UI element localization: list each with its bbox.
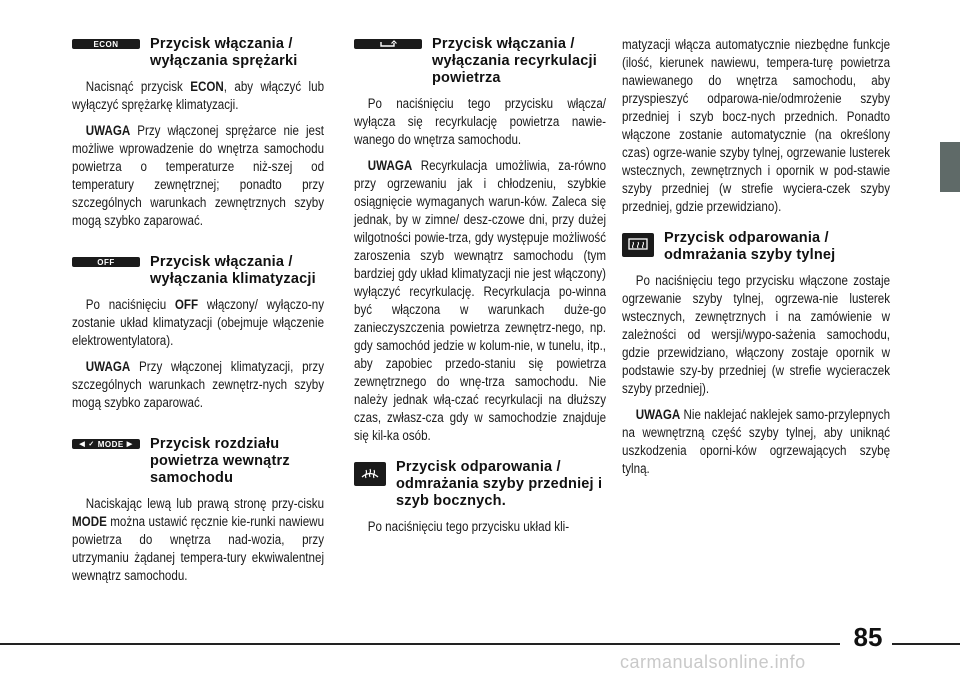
paragraph-continued: matyzacji włącza automatycznie niezbędne funkcje (ilość, kierunek nawiewu, tempera-turę powietrza nawiewanego do wnętrza samochodu, aby przyspieszyć odparowa-nie/odmrożenie szyby przedniej i szyb bocz-nych przednich. Ponadto włączone zostanie automatycznie (na określony czas) ogrze-wanie szyby tylnej, ogrzewanie lusterek wstecznych, zewnętrznych i opornik w pod-stawie szyby przedniej (w strefie wyciera-czek szyby przedniej, gdzie przewidziano). [622,37,891,214]
paragraph: Po naciśnięciu tego przycisku włączone zostaje ogrzewanie szyby tylnej, ogrzewa-nie lusterek wstecznych, zewnętrznych i na zamówienie w zależności od wersji/wypo-sażenia samochodu, gdzie przewidziano, włączony zostaje opornik w podstawie szy-by przedniej (w strefie wycieraczek szyby przedniej). [622,273,891,396]
section-heading: Przycisk włączania / wyłączania sprężarki [150,36,298,69]
note-paragraph: UWAGA Przy włączonej klimatyzacji, przy szczególnych warunkach zewnętrz-nych szyby mogą szybko zaparować. [72,359,325,410]
note-label: UWAGA [85,123,131,138]
section-heading: Przycisk rozdziału powietrza wewnątrz samochodu [150,436,290,486]
recirculation-icon [354,39,422,49]
paragraph: Po naciśnięciu tego przycisku układ kli- [367,519,570,534]
note-label: UWAGA [635,407,681,422]
page-number: 85 [853,622,883,652]
paragraph: Naciskając lewą lub prawą stronę przy-cisku MODE można ustawić ręcznie kie-runki nawiewu powietrza do wnętrza nad-wozia, przy utrzymaniu żądanej tempera-tury ekwiwalentnej wewnątrz samochodu. [72,496,325,583]
watermark: carmanualsonline.info [620,652,806,672]
footer-rule [0,643,840,645]
paragraph: Po naciśnięciu tego przycisku włącza/ wyłącza się recyrkulację powietrza nawie-wanego do wnętrza samochodu. [354,96,607,147]
column-2 [354,36,606,544]
column-3 [622,36,890,486]
section-heading: Przycisk włączania / wyłączania klimatyzacji [150,254,316,287]
note-label: UWAGA [85,359,131,374]
paragraph: Nacisnąć przycisk ECON, aby włączyć lub wyłączyć sprężarkę klimatyzacji. [72,79,325,112]
section-rear-defrost-header [622,230,890,264]
keyword: ECON [190,79,224,94]
footer-rule-right [892,643,960,645]
section-heading: Przycisk odparowania / odmrażania szyby tylnej [664,230,836,263]
section-recirculation-header [354,36,606,87]
note-paragraph: UWAGA Nie naklejać naklejek samo-przylepnych na wewnętrzną część szyby tylnej, aby uniknąć uszkodzenia oporni-ków ogrzewających szybę tylną. [622,407,891,476]
front-defrost-icon [354,462,386,486]
section-heading: Przycisk odparowania / odmrażania szyby przedniej i szyb bocznych. [396,459,603,509]
keyword: MODE [72,514,107,529]
keyword: OFF [174,297,199,312]
section-off-header [72,254,324,288]
note-label: UWAGA [367,158,413,173]
mode-button-icon: ◀ ✓ MODE ▶ [72,439,140,449]
section-heading: Przycisk włączania / wyłączania recyrkulacji powietrza [432,36,598,86]
note-paragraph: UWAGA Przy włączonej sprężarce nie jest możliwe wprowadzenie do wnętrza samochodu powietrza o temperaturze niż-szej od temperatury zewnętrznej; ponadto przy szczególnych warunkach zewnętrznych szyby mogą szybko zaparować. [72,123,325,228]
paragraph: Po naciśnięciu OFF włączony/ wyłączo-ny zostanie układ klimatyzacji (obejmuje włączenie elektrowentylatora). [72,297,325,348]
section-front-defrost-header [354,459,606,510]
rear-defrost-icon [622,233,654,257]
section-mode-header [72,436,324,487]
column-1 [72,36,324,593]
chapter-tab [940,142,960,192]
section-econ-header [72,36,324,70]
econ-button-icon: ECON [72,39,140,49]
note-paragraph: UWAGA Recyrkulacja umożliwia, za-równo przy ogrzewaniu jak i chłodzeniu, szybkie osiągnięcie wymaganych warun-ków. Zaleca się jednak, by w zimne/ desz-czowe dni, przy dużej wilgotności powie-trza, gdy występuje możliwość zaroszenia szyb wewnątrz samochodu (tym bardziej gdy układ klimatyzacji nie jest włączony) wyłączyć recyrkulację. Recyrkulacja po-winna być włączona w warunkach duże-go zanieczyszczenia powietrza zewnętrz-nego, np. gdy samochód jedzie w kolum-nie, w tunelu, itp., aby zapobiec przedo-staniu się powietrza zewnętrznego do wnę-trza samochodu. Nie należy jednak włą-czać recyrkulacji na dłuższy czas, zwłasz-cza gdy w samochodzie znajduje się kil-ka osób. [354,158,607,443]
off-button-icon: OFF [72,257,140,267]
